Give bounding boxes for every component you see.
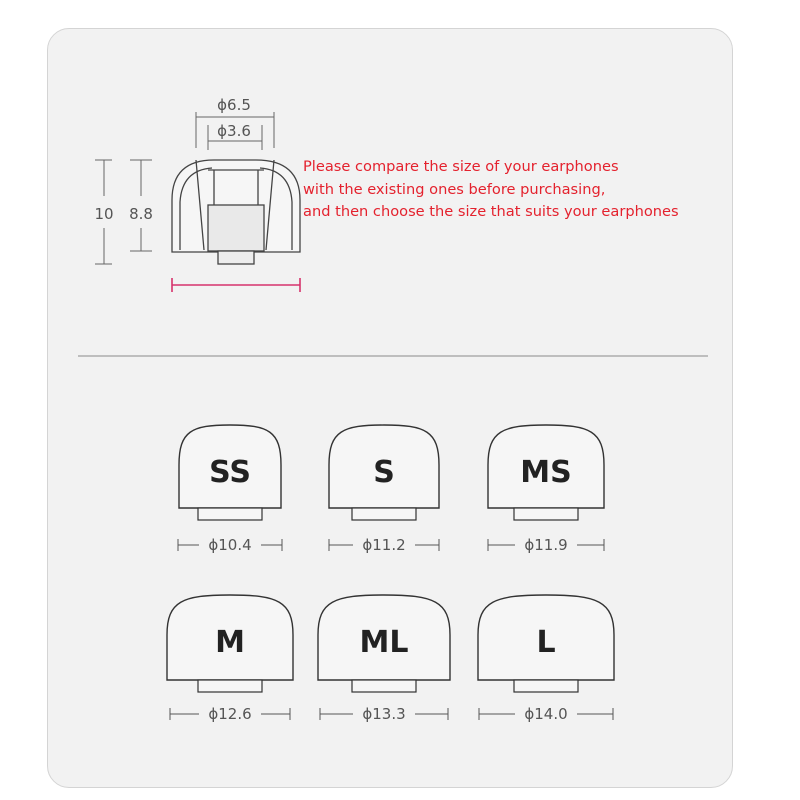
eartip-diameter-label: ϕ14.0: [524, 705, 568, 723]
eartip-ml: [318, 595, 450, 723]
eartip-stem: [514, 508, 578, 520]
eartip-diameter-label: ϕ11.9: [524, 536, 568, 554]
eartip-size-label: MS: [520, 455, 572, 490]
eartip-cross-section: [172, 160, 300, 264]
eartip-size-label: SS: [209, 455, 251, 490]
body-height-label: 8.8: [129, 205, 153, 223]
eartip-size-label: M: [215, 625, 245, 660]
eartip-stem: [352, 680, 416, 692]
eartip-s: [329, 425, 439, 554]
inner-diameter-label: ϕ3.6: [217, 122, 251, 140]
eartip-diameter-label: ϕ13.3: [362, 705, 406, 723]
total-height-label: 10: [94, 205, 114, 223]
eartip-stem: [514, 680, 578, 692]
note-line-1: Please compare the size of your earphones: [303, 158, 619, 175]
note-line-3: and then choose the size that suits your earphones: [303, 203, 679, 220]
eartip-diameter-label: ϕ12.6: [208, 705, 252, 723]
eartip-size-label: S: [373, 455, 395, 490]
purchase-note: [303, 156, 733, 224]
eartip-ss: [178, 425, 282, 554]
eartip-size-label: ML: [359, 625, 409, 660]
note-line-2: with the existing ones before purchasing,: [303, 180, 606, 198]
width-marker: [172, 278, 300, 292]
eartip-size-label: L: [536, 625, 556, 660]
eartip-stem: [352, 508, 416, 520]
eartip-size-grid: [167, 425, 614, 723]
eartip-stem: [198, 680, 262, 692]
eartip-diameter-label: ϕ11.2: [362, 536, 406, 554]
eartip-m: [167, 595, 293, 723]
eartip-diameter-label: ϕ10.4: [208, 536, 252, 554]
eartip-ms: [488, 425, 604, 554]
outer-diameter-label: ϕ6.5: [217, 96, 251, 114]
eartip-l: [478, 595, 614, 723]
eartip-stem: [198, 508, 262, 520]
